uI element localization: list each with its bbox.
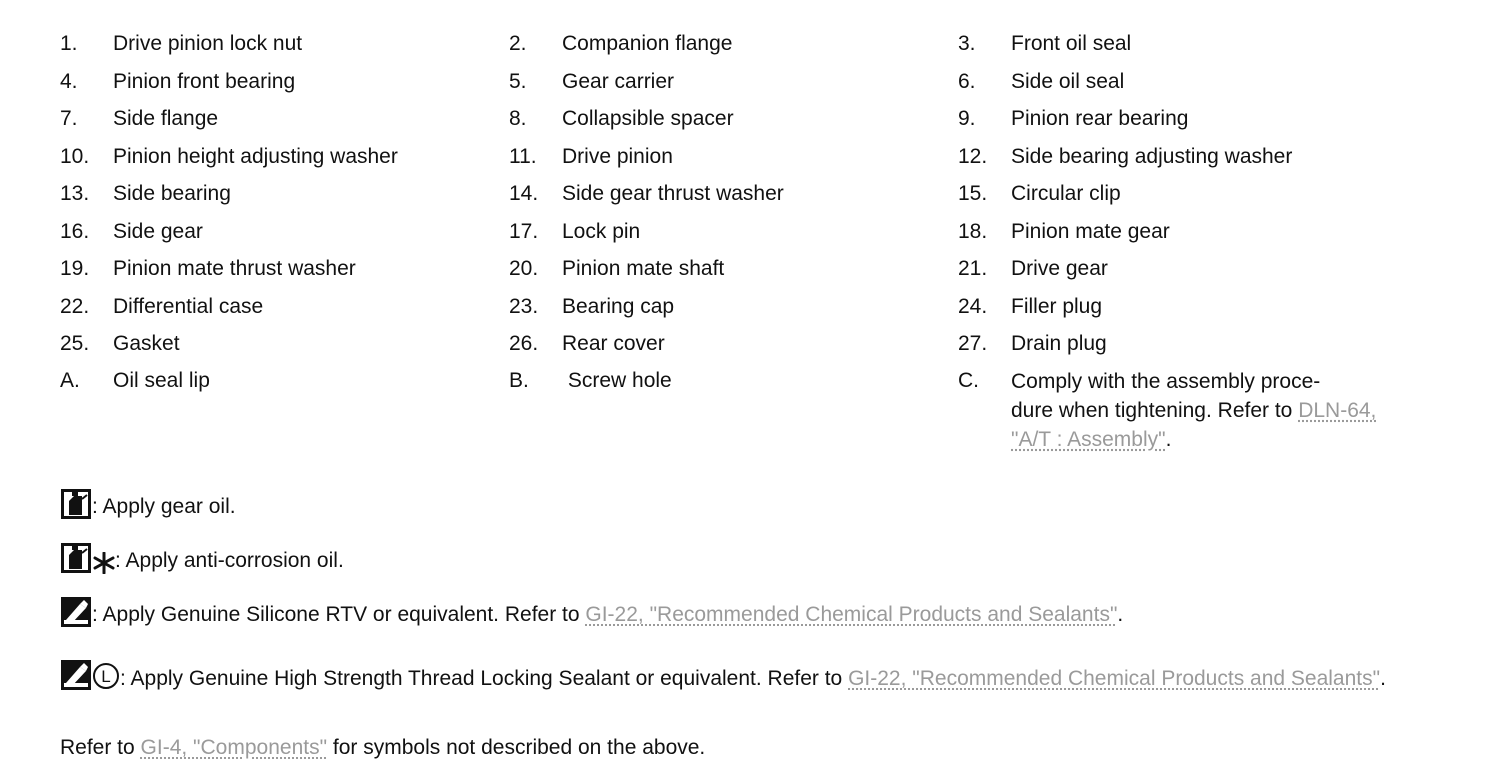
legend-item [509, 255, 958, 293]
legend-num: 2. [509, 32, 527, 55]
legend-text: Pinion mate gear [1011, 219, 1170, 243]
refer-note [60, 735, 705, 761]
legend-num: 10. [60, 144, 90, 168]
legend-num: 4. [60, 69, 78, 93]
legend-row [60, 68, 1460, 106]
gear-oil-text: : Apply gear oil. [92, 495, 236, 518]
legend-item [60, 30, 509, 68]
legend-text: Pinion mate thrust washer [113, 257, 356, 280]
legend-num: 3. [958, 32, 976, 55]
legend-num: 19. [60, 257, 90, 280]
legend-item [958, 293, 1407, 331]
legend-item [60, 218, 509, 256]
legend-item [60, 180, 509, 218]
oil-can-icon [60, 488, 92, 520]
legend-item [509, 330, 958, 368]
legend-item [509, 105, 958, 143]
legend-text-line-1: Comply with the assembly proce- [1011, 370, 1321, 393]
legend-num: A. [60, 369, 80, 392]
legend-text: Side bearing adjusting washer [1011, 144, 1293, 168]
chemical-products-link[interactable]: GI-22, "Recommended Chemical Products and Sealants" [848, 667, 1381, 690]
legend-text: Pinion rear bearing [1011, 107, 1189, 130]
silicone-text-body: : Apply Genuine Silicone RTV or equivalent. Refer to [92, 603, 586, 626]
legend-text: Side oil seal [1011, 69, 1125, 93]
thread-lock-icon [60, 659, 92, 691]
locking-circle-icon [92, 662, 120, 690]
silicone-text [92, 602, 1123, 628]
legend-text: Side flange [113, 107, 219, 130]
legend-text: Pinion front bearing [113, 69, 296, 93]
legend-text: Screw hole [562, 369, 672, 392]
legend-item [509, 30, 958, 68]
legend-text: Lock pin [562, 219, 641, 243]
legend-num: 1. [60, 32, 78, 55]
asterisk-icon [93, 552, 115, 574]
locking-text: : Apply Genuine High Strength Thread Locking Sealant or equivalent. Refer to [120, 667, 849, 690]
refer-suffix: for symbols not described on the above. [327, 736, 706, 759]
legend-text-prefix: dure when tightening. Refer to [1011, 399, 1299, 422]
legend-row [60, 218, 1460, 256]
locking-text-end: . [1380, 667, 1386, 690]
legend-num: 14. [509, 182, 539, 205]
legend-item-b [509, 367, 958, 454]
silicone-note [60, 596, 1123, 628]
anti-corrosion-note [60, 542, 344, 574]
legend-num: 21. [958, 257, 988, 280]
legend-item [958, 30, 1407, 68]
legend-num: 26. [509, 332, 539, 355]
legend-text: Collapsible spacer [562, 107, 734, 130]
legend-item [509, 68, 958, 106]
legend-text: Drain plug [1011, 332, 1107, 355]
legend-text: Front oil seal [1011, 32, 1132, 55]
legend-num: 22. [60, 294, 90, 318]
legend-row [60, 180, 1460, 218]
legend-row [60, 293, 1460, 331]
legend-text: Differential case [113, 294, 264, 318]
legend-num: 12. [958, 144, 988, 168]
legend-item-c [958, 367, 1407, 454]
legend-row [60, 330, 1460, 368]
legend-num: 15. [958, 182, 988, 205]
legend-text: Side gear thrust washer [562, 182, 784, 205]
components-link[interactable]: GI-4, "Components" [140, 736, 328, 759]
legend-num: 27. [958, 332, 988, 355]
legend-item [958, 218, 1407, 256]
legend-row [60, 30, 1460, 68]
legend-text: Drive gear [1011, 257, 1108, 280]
silicone-text-end: . [1117, 603, 1124, 626]
legend-num: 25. [60, 332, 90, 355]
legend-item-a [60, 367, 509, 454]
legend-row [60, 105, 1460, 143]
legend-text: Pinion height adjusting washer [113, 144, 398, 168]
parts-legend [60, 30, 1460, 368]
legend-text: Drive pinion [562, 144, 673, 168]
legend-item [509, 293, 958, 331]
legend-text: Rear cover [562, 332, 665, 355]
legend-num: 11. [509, 144, 537, 168]
legend-item [60, 68, 509, 106]
legend-item [60, 105, 509, 143]
oil-can-icon [60, 542, 92, 574]
legend-num: 9. [958, 107, 976, 130]
legend-num: 23. [509, 294, 539, 318]
legend-num: 13. [60, 182, 90, 205]
legend-row [60, 255, 1460, 293]
legend-num: 20. [509, 257, 539, 280]
locking-circle-letter: L [101, 667, 111, 686]
legend-num: 16. [60, 219, 90, 243]
legend-item [958, 68, 1407, 106]
legend-text: Side bearing [113, 182, 231, 205]
legend-text: Companion flange [562, 32, 733, 55]
legend-item [60, 255, 509, 293]
legend-item [509, 218, 958, 256]
legend-num: B. [509, 369, 529, 392]
refer-prefix: Refer to [60, 736, 141, 759]
legend-text: Pinion mate shaft [562, 257, 725, 280]
legend-text: Gasket [113, 332, 180, 355]
legend-item [60, 293, 509, 331]
assembly-link[interactable]: DLN-64, "A/T : Assembly" [1011, 399, 1377, 451]
legend-item [60, 143, 509, 181]
legend-num: 6. [958, 69, 976, 93]
sealant-tube-icon [60, 596, 92, 628]
legend-text: Filler plug [1011, 294, 1103, 318]
legend-num: 8. [509, 107, 527, 130]
legend-text: Oil seal lip [113, 369, 210, 392]
legend-text-line-2 [1011, 396, 1401, 454]
chemical-products-link[interactable]: GI-22, "Recommended Chemical Products and Sealants" [585, 603, 1118, 626]
legend-item [958, 255, 1407, 293]
legend-text-end: . [1165, 428, 1172, 451]
legend-item [509, 180, 958, 218]
legend-item [958, 330, 1407, 368]
legend-item [509, 143, 958, 181]
gear-oil-note [60, 488, 236, 520]
legend-num: C. [958, 369, 979, 392]
legend-text: Circular clip [1011, 182, 1121, 205]
legend-item [60, 330, 509, 368]
legend-num: 24. [958, 294, 988, 318]
thread-lock-note [60, 659, 1400, 696]
anti-corrosion-text: : Apply anti-corrosion oil. [115, 549, 344, 572]
legend-item [958, 105, 1407, 143]
legend-num: 5. [509, 69, 527, 93]
legend-row [60, 143, 1460, 181]
legend-text: Drive pinion lock nut [113, 32, 303, 55]
legend-num: 17. [509, 219, 539, 243]
legend-text: Gear carrier [562, 69, 675, 93]
legend-num: 18. [958, 219, 988, 243]
legend-text: Bearing cap [562, 294, 675, 318]
letter-legend [60, 367, 1460, 454]
legend-item [958, 143, 1407, 181]
legend-text: Side gear [113, 219, 203, 243]
legend-item [958, 180, 1407, 218]
legend-num: 7. [60, 107, 78, 130]
legend-text [1011, 367, 1401, 454]
